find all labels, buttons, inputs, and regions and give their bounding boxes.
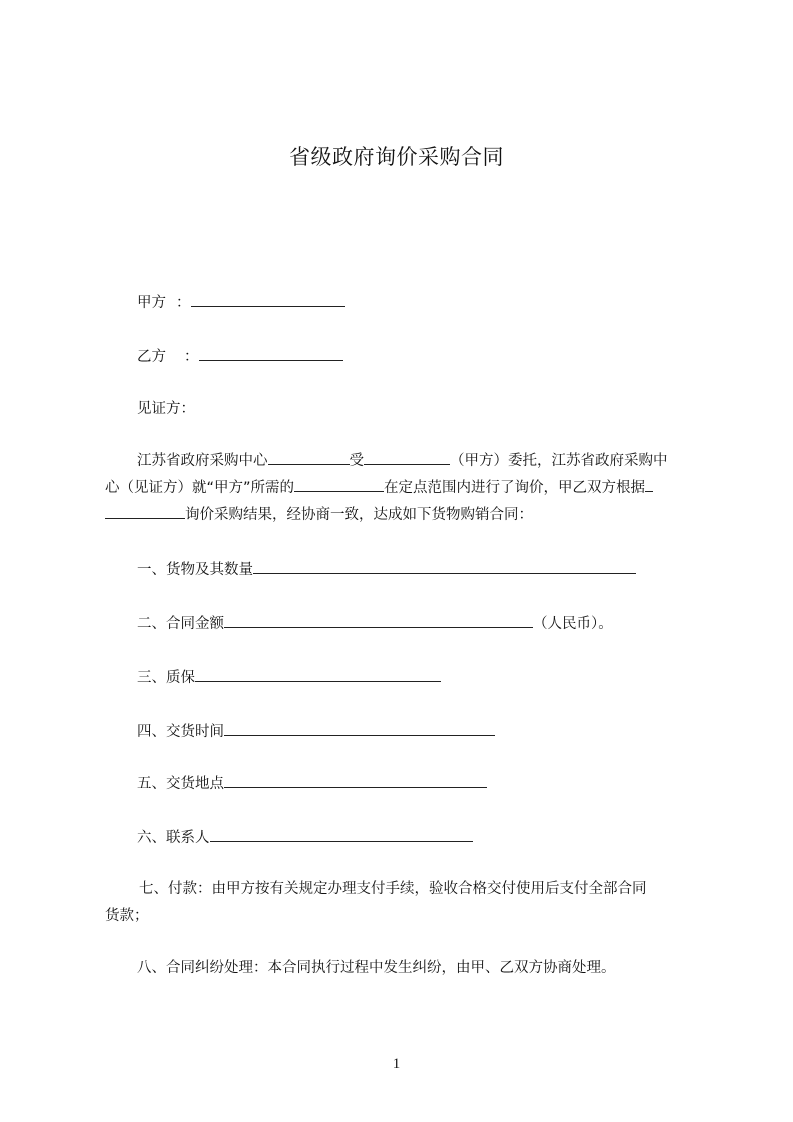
intro-line-3 xyxy=(105,502,705,529)
intro-text: 江苏省政府采购中心 xyxy=(137,453,268,469)
item-label: 二、合同金额 xyxy=(137,616,224,632)
intro-text: （甲方）委托，江苏省政府采购中 xyxy=(450,453,668,469)
party-a-label: 甲方 xyxy=(137,295,166,311)
item-delivery-time xyxy=(137,720,495,742)
intro-text: 心（见证方）就“甲方”所需的 xyxy=(105,480,295,496)
item-contact xyxy=(137,826,473,848)
delivery-place-blank xyxy=(224,772,487,788)
item-label: 一、货物及其数量 xyxy=(137,562,253,578)
party-a-blank xyxy=(191,291,345,307)
intro-paragraph xyxy=(105,448,705,529)
amount-currency: （人民币）。 xyxy=(533,616,613,632)
page-number: 1 xyxy=(392,1056,401,1072)
party-b-label: 乙方 xyxy=(137,349,166,365)
dispute-clause xyxy=(137,958,616,978)
payment-line-1 xyxy=(105,876,705,903)
intro-line-1 xyxy=(105,448,705,475)
witness-line xyxy=(137,399,195,419)
party-b-blank xyxy=(199,345,343,361)
payment-paragraph xyxy=(105,876,705,930)
intro-blank xyxy=(645,476,653,492)
intro-blank xyxy=(294,476,384,492)
payment-text: 货款； xyxy=(105,908,149,924)
payment-line-2 xyxy=(105,903,705,930)
intro-line-2 xyxy=(105,475,705,502)
intro-text: 在定点范围内进行了询价，甲乙双方根据 xyxy=(384,480,646,496)
intro-text: 询价采购结果，经协商一致，达成如下货物购销合同： xyxy=(185,507,533,523)
delivery-time-blank xyxy=(224,720,495,736)
intro-blank xyxy=(364,449,450,465)
dispute-text: 八、合同纠纷处理：本合同执行过程中发生纠纷，由甲、乙双方协商处理。 xyxy=(137,960,616,976)
item-amount xyxy=(137,612,613,634)
party-b-colon: ： xyxy=(184,349,199,365)
amount-blank xyxy=(224,612,533,628)
item-label: 六、联系人 xyxy=(137,830,210,846)
item-warranty xyxy=(137,666,441,688)
party-a-colon: ： xyxy=(176,295,191,311)
item-label: 五、交货地点 xyxy=(137,776,224,792)
payment-text: 七、付款：由甲方按有关规定办理支付手续，验收合格交付使用后支付全部合同 xyxy=(139,881,647,897)
witness-label: 见证方： xyxy=(137,401,195,417)
contact-blank xyxy=(210,826,473,842)
intro-text: 受 xyxy=(349,453,364,469)
intro-blank xyxy=(268,449,350,465)
item-label: 三、质保 xyxy=(137,670,195,686)
warranty-blank xyxy=(195,666,441,682)
item-label: 四、交货时间 xyxy=(137,724,224,740)
item-goods xyxy=(137,558,636,580)
party-a-line xyxy=(137,291,345,313)
goods-blank xyxy=(253,558,636,574)
item-delivery-place xyxy=(137,772,487,794)
document-title: 省级政府询价采购合同 xyxy=(289,145,504,169)
intro-blank xyxy=(105,503,185,519)
party-b-line xyxy=(137,345,343,367)
